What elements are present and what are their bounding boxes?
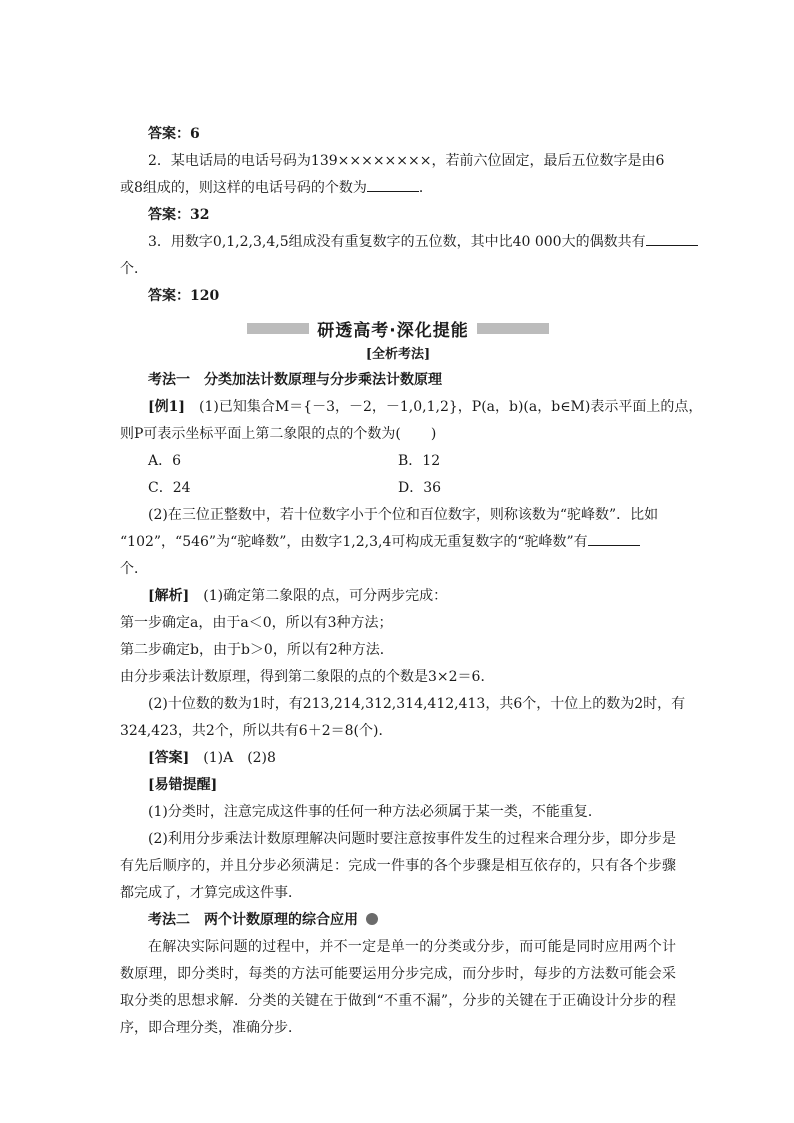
section-title xyxy=(317,316,468,341)
problem-3-line-2: 个． xyxy=(120,261,148,277)
analysis-label: [解析] xyxy=(148,588,190,604)
choices-row-2 xyxy=(120,475,676,502)
example-1-line-2 xyxy=(120,421,676,448)
example-1-question-2-line-1: (2)在三位正整数中，若十位数字小于个位和百位数字，则称该数为“驼峰数”．比如 xyxy=(148,507,659,523)
answer-label: [答案] xyxy=(148,750,190,766)
analysis-line-3: 第二步确定b，由于b＞0，所以有2种方法． xyxy=(120,642,394,658)
answer-blank xyxy=(646,231,698,246)
choices-row-1 xyxy=(120,448,676,475)
analysis-line-2: 第一步确定a，由于a＜0，所以有3种方法； xyxy=(120,615,393,631)
section-subtitle: [全析考法] xyxy=(365,347,431,362)
heading-bar-left xyxy=(247,323,309,334)
analysis-line-6: 324,423，共2个，所以共有6＋2＝8(个)． xyxy=(120,723,393,739)
tip-label: [易错提醒] xyxy=(148,777,218,793)
answer-2: 答案：32 xyxy=(148,207,210,223)
method-2-heading-line xyxy=(120,907,676,934)
answer-blank xyxy=(588,531,640,546)
section-title-dot: · xyxy=(389,320,397,341)
problem-2-text: 或8组成的，则这样的电话号码的个数为 xyxy=(120,180,367,196)
tip-1: (1)分类时，注意完成这件事的任何一种方法必须属于某一类，不能重复． xyxy=(148,804,602,820)
page-content xyxy=(120,121,703,1042)
analysis-line-1 xyxy=(120,583,676,610)
section-title-b: 深化提能 xyxy=(396,320,469,341)
analysis-line-4: 由分步乘法计数原理，得到第二象限的点的个数是3×2＝6． xyxy=(120,669,495,685)
example-1-question-1-cont: 则P可表示坐标平面上第二象限的点的个数为( xyxy=(120,426,401,442)
section-heading xyxy=(120,313,676,343)
analysis-line-5: (2)十位数的数为1时，有213,214,312,314,412,413，共6个，十位上的数为2时，有 xyxy=(148,696,686,712)
example-1-question-2-line-2 xyxy=(120,529,676,556)
answer-text: (1)A (2)8 xyxy=(203,750,276,766)
example-1-line-1 xyxy=(120,394,703,421)
method-2-heading: 考法二 两个计数原理的综合应用 xyxy=(148,912,358,928)
section-title-a: 研透高考 xyxy=(317,320,390,341)
answer-3: 答案：120 xyxy=(148,288,220,304)
tip-2: (2)利用分步乘法计数原理解决问题时要注意按事件发生的过程来合理分步，即分步是有先后顺序的，并且分步必须满足：完成一件事的各个步骤是相互依存的，只有各个步骤都完成了，才算完成这件事． xyxy=(120,831,676,901)
problem-3-line-1 xyxy=(120,229,676,256)
problem-3-text: 3．用数字0,1,2,3,4,5组成没有重复数字的五位数，其中比40 000大的偶数共有 xyxy=(148,234,646,250)
problem-2-tail: ． xyxy=(418,180,433,196)
close-paren: ) xyxy=(430,426,437,442)
question-2-text: “102”，“546”为“驼峰数”，由数字1,2,3,4可构成无重复数字的“驼峰数”有 xyxy=(120,534,588,550)
problem-2-line-1: 2．某电话局的电话号码为139××××××××，若前六位固定，最后五位数字是由6 xyxy=(148,153,665,169)
example-1-question-2-line-3: 个． xyxy=(120,561,148,577)
method-2-body: 在解决实际问题的过程中，并不一定是单一的分类或分步，而可能是同时应用两个计数原理，即分类时，每类的方法可能要运用分步完成，而分步时，每步的方法数可能会采取分类的思想求解．分类的关键在于做到“不重不漏”，分步的关键在于正确设计分步的程序，即合理分类，准确分步． xyxy=(120,939,676,1036)
heading-bar-right xyxy=(477,323,549,334)
choice-c: C．24 xyxy=(148,480,191,496)
circle-bullet-icon xyxy=(366,913,378,925)
choice-a: A．6 xyxy=(148,453,182,469)
answer-blank xyxy=(367,177,419,192)
answer-1: 答案：6 xyxy=(148,126,200,142)
choice-b: B．12 xyxy=(398,453,441,469)
example-label: [例1] xyxy=(148,399,185,415)
example-1-question-1: (1)已知集合M＝{－3，－2，－1,0,1,2}，P(a，b)(a，b∈M)表示平面上的点， xyxy=(199,399,703,415)
choice-d: D．36 xyxy=(398,480,442,496)
analysis-text-1: (1)确定第二象限的点，可分两步完成： xyxy=(203,588,448,604)
method-1-heading: 考法一 分类加法计数原理与分步乘法计数原理 xyxy=(148,372,442,388)
answer-line xyxy=(120,745,676,772)
problem-2-line-2 xyxy=(120,175,676,202)
